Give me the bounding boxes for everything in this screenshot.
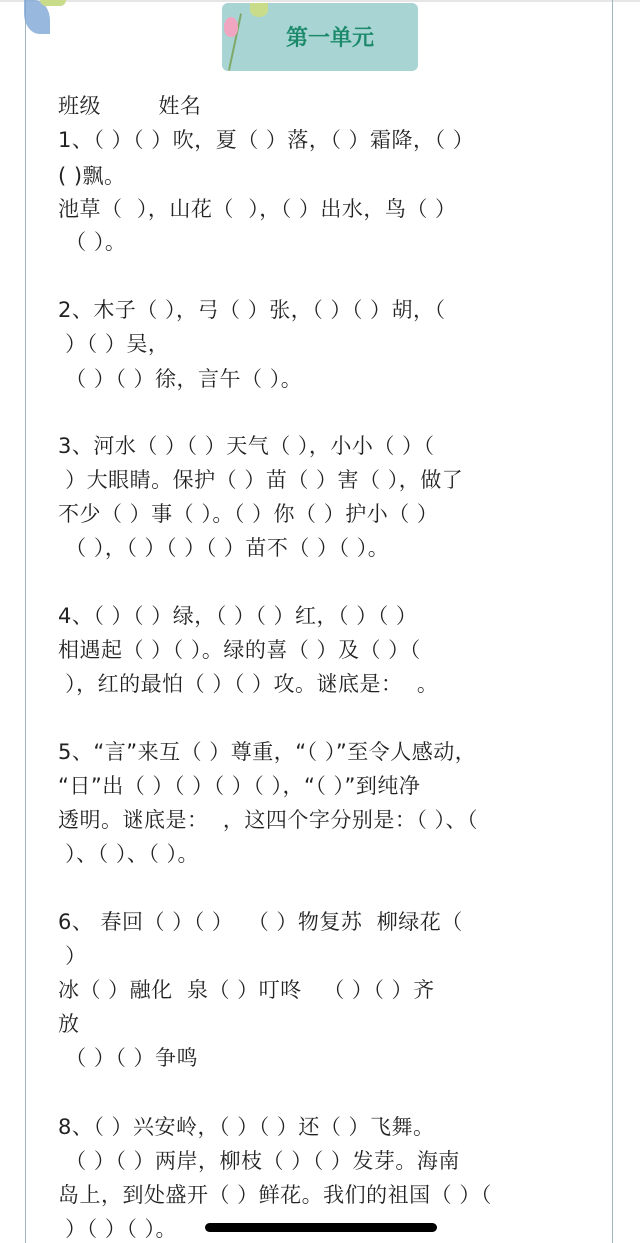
text-line: （ ）（ ）争鸣 (58, 1046, 199, 1070)
text-line: “日”出（ ）（ ）（ ）（ ），“（ ）”到纯净 (58, 774, 421, 798)
text-line: ）大眼睛。保护（ ）苗（ ）害（ ），做了 (58, 468, 464, 492)
text-line: 班级 姓名 (58, 94, 202, 118)
text-line: 相遇起（ ）（ ）。绿的喜（ ）及（ ）（ (58, 638, 421, 662)
text-line: 5、“言”来互（ ）尊重，“（ ）”至令人感动， (58, 740, 477, 764)
text-line: （ ）（ ）徐，言午（ ）。 (58, 367, 303, 391)
text-line: ），红的最怕（ ）（ ）攻。谜底是： 。 (58, 672, 439, 696)
text-line: ）（ ）吴， (58, 332, 170, 356)
text-line: 2、木子（ ），弓（ ）张，（ ）（ ）胡，（ (58, 298, 446, 322)
text-line: （ ）。 (58, 230, 127, 254)
text-line: 池草（ ），山花（ ），（ ）出水，鸟（ ） (58, 197, 457, 221)
redaction-bar (205, 1223, 437, 1232)
text-line: ）（ ）（ ）。 (58, 1217, 178, 1241)
text-line: 冰（ ）融化 泉（ ）叮咚 （ ）（ ）齐 (58, 978, 435, 1002)
text-line: 4、（ ）（ ）绿，（ ）（ ）红，（ ）（ ） (58, 604, 418, 628)
text-line: 3、河水（ ）（ ）天气（ ），小小（ ）（ (58, 434, 435, 458)
text-line: 1、（ ）（ ）吹，夏（ ）落，（ ）霜降，（ ） (58, 128, 475, 152)
text-line: 岛上，到处盛开（ ）鲜花。我们的祖国（ ）（ (58, 1183, 492, 1207)
page-title: 第一单元 (285, 26, 374, 51)
left-border (25, 0, 26, 1243)
text-line: ( )飘。 (58, 164, 126, 188)
lotus-leaf-icon (250, 3, 268, 17)
text-line: ） (58, 944, 87, 968)
text-line: ）、（ ）、（ ）。 (58, 842, 200, 866)
leaf-decoration-icon (40, 0, 66, 6)
text-line: （ ），（ ）（ ）（ ）苗不（ ）（ ）。 (58, 536, 390, 560)
top-divider (0, 0, 640, 2)
title-banner (222, 3, 418, 71)
text-line: （ ）（ ）两岸，柳枝（ ）（ ）发芽。海南 (58, 1149, 460, 1173)
text-line: 不少（ ）事（ ）。（ ）你（ ）护小（ ） (58, 502, 439, 526)
text-line: 6、 春回（ ）（ ） （ ）物复苏 柳绿花（ (58, 910, 463, 934)
right-border (612, 0, 613, 1243)
text-line: 放 (58, 1012, 80, 1036)
text-line: 透明。谜底是： ，这四个字分别是：（ ）、（ (58, 808, 479, 832)
text-line: 8、（ ）兴安岭，（ ）（ ）还（ ）飞舞。 (58, 1115, 435, 1139)
